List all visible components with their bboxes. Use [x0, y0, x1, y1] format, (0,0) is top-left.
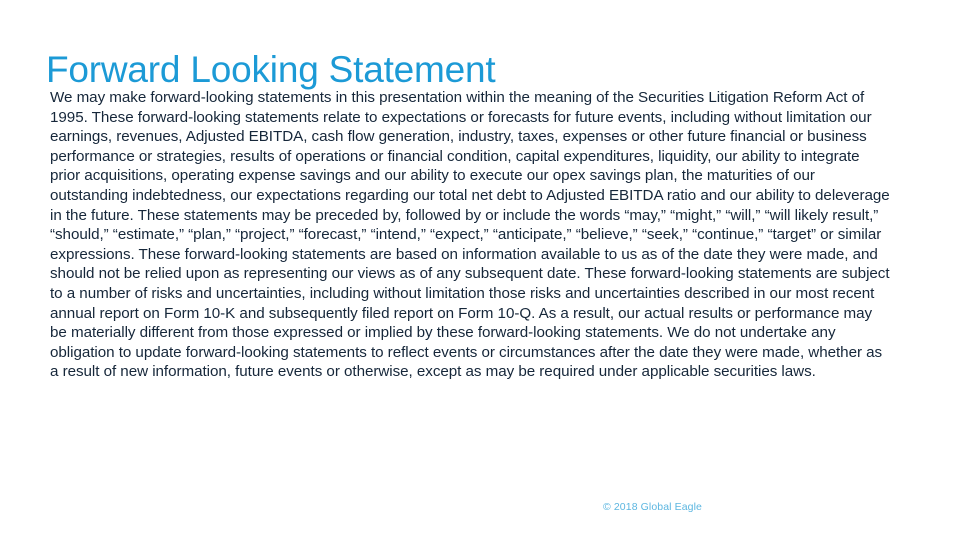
page-title: Forward Looking Statement	[46, 48, 496, 90]
disclaimer-body-text	[50, 88, 892, 382]
disclaimer-paragraph: We may make forward-looking statements in this presentation within the meaning of the Securities Litigation Reform Act of 1995. These forward-looking statements relate to expectations or forecasts for future events, including without limitation our earnings, revenues, Adjusted EBITDA, cash flow generation, industry, taxes, expenses or other future financial or business performance or strategies, results of operations or financial condition, capital expenditures, liquidity, our ability to integrate prior acquisitions, operating expense savings and our ability to execute our opex savings plan, the maturities of our outstanding indebtedness, our expectations regarding our total net debt to Adjusted EBITDA ratio and our ability to deleverage in the future. These statements may be preceded by, followed by or include the words “may,” “might,” “will,” “will likely result,” “should,” “estimate,” “plan,” “project,” “forecast,” “intend,” “expect,” “anticipate,” “believe,” “seek,” “continue,” “target” or similar expressions. These forward-looking statements are based on information available to us as of the date they were made, and should not be relied upon as representing our views as of any subsequent date. These forward-looking statements are subject to a number of risks and uncertainties, including without limitation those risks and uncertainties described in our most recent annual report on Form 10-K and subsequently filed report on Form 10-Q. As a result, our actual results or performance may be materially different from those expressed or implied by these forward-looking statements. We do not undertake any obligation to update forward-looking statements to reflect events or circumstances after the date they were made, whether as a result of new information, future events or otherwise, except as may be required under applicable securities laws.	[50, 89, 890, 381]
footer-copyright: © 2018 Global Eagle	[603, 501, 702, 513]
